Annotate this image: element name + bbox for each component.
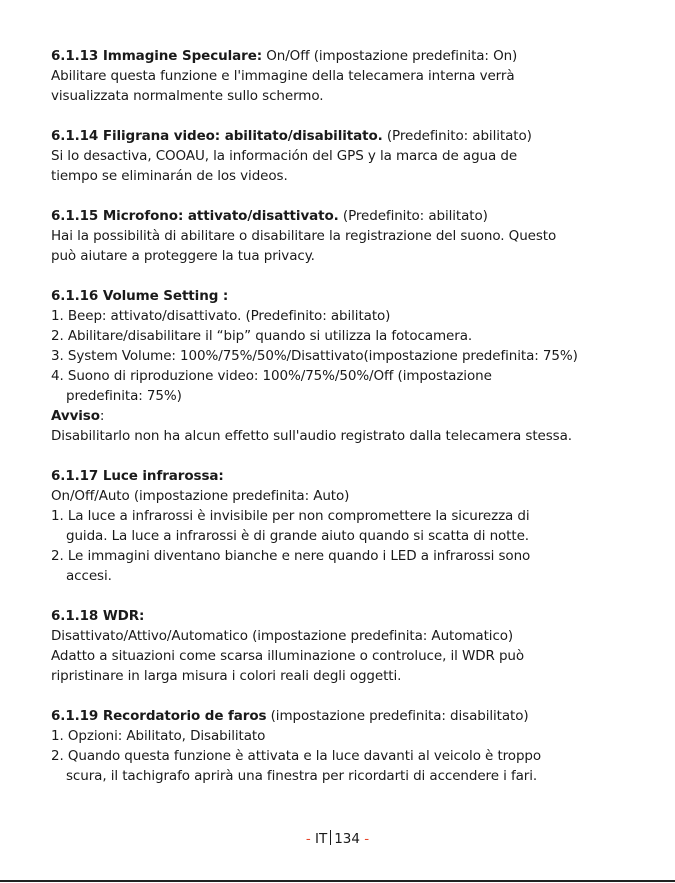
- section-heading-line: [51, 206, 641, 226]
- list-item: 2. Abilitare/disabilitare il “bip” quando si utilizza la fotocamera.: [51, 328, 473, 344]
- body-line: Abilitare questa funzione e l'immagine della telecamera interna verrà: [51, 68, 515, 84]
- footer-page-number: 134: [334, 831, 360, 847]
- section-title: 6.1.19 Recordatorio de faros: [51, 708, 267, 724]
- list-item-continuation: predefinita: 75%): [66, 388, 182, 404]
- body-line: On/Off/Auto (impostazione predefinita: Auto): [51, 488, 350, 504]
- list-item: 2. Quando questa funzione è attivata e la luce davanti al veicolo è troppo: [51, 748, 542, 764]
- body-line: tiempo se eliminarán de los videos.: [51, 168, 288, 184]
- section-title-detail: (Predefinito: abilitato): [338, 208, 488, 224]
- body-line: Hai la possibilità di abilitare o disabilitare la registrazione del suono. Questo: [51, 228, 557, 244]
- body-line: ripristinare in larga misura i colori reali degli oggetti.: [51, 668, 402, 684]
- footer-separator: [330, 830, 331, 845]
- section-title: 6.1.14 Filigrana video: abilitato/disabilitato.: [51, 128, 383, 144]
- list-item: 1. Beep: attivato/disattivato. (Predefinito: abilitato): [51, 308, 391, 324]
- section-title: 6.1.17 Luce infrarossa:: [51, 468, 224, 484]
- section-heading-line: [51, 126, 641, 146]
- list-item: 3. System Volume: 100%/75%/50%/Disattivato(impostazione predefinita: 75%): [51, 348, 578, 364]
- note-colon: :: [99, 408, 105, 424]
- section-volume-setting: [51, 286, 641, 446]
- page-footer: [0, 830, 675, 847]
- list-item: 4. Suono di riproduzione video: 100%/75%/50%/Off (impostazione: [51, 368, 492, 384]
- section-title: 6.1.16 Volume Setting :: [51, 288, 229, 304]
- section-headlight-reminder: [51, 706, 641, 786]
- section-title-detail: On/Off (impostazione predefinita: On): [262, 48, 518, 64]
- section-heading-line: [51, 706, 641, 726]
- section-title: 6.1.15 Microfono: attivato/disattivato.: [51, 208, 339, 224]
- list-item-continuation: guida. La luce a infrarossi è di grande aiuto quando si scatta di notte.: [66, 528, 529, 544]
- section-video-watermark: [51, 126, 641, 186]
- body-line: Disattivato/Attivo/Automatico (impostazione predefinita: Automatico): [51, 628, 514, 644]
- body-line: Adatto a situazioni come scarsa illuminazione o controluce, il WDR può: [51, 648, 525, 664]
- section-mirror-image: [51, 46, 641, 106]
- footer-dash-left: -: [305, 831, 315, 847]
- footer-language: IT: [314, 831, 328, 847]
- list-item: 2. Le immagini diventano bianche e nere quando i LED a infrarossi sono: [51, 548, 531, 564]
- body-line: Si lo desactiva, COOAU, la información del GPS y la marca de agua de: [51, 148, 518, 164]
- section-wdr: [51, 606, 641, 686]
- body-line: visualizzata normalmente sullo schermo.: [51, 88, 324, 104]
- note-label-line: [51, 406, 641, 426]
- list-item-continuation: scura, il tachigrafo aprirà una finestra per ricordarti di accendere i fari.: [66, 768, 538, 784]
- list-item: 1. La luce a infrarossi è invisibile per non compromettere la sicurezza di: [51, 508, 530, 524]
- body-line: può aiutare a proteggere la tua privacy.: [51, 248, 315, 264]
- section-title-detail: (Predefinito: abilitato): [382, 128, 532, 144]
- section-title: 6.1.18 WDR:: [51, 608, 145, 624]
- section-title-detail: (impostazione predefinita: disabilitato): [266, 708, 529, 724]
- note-label: Avviso: [51, 408, 100, 424]
- section-heading-line: [51, 46, 641, 66]
- section-infrared-light: [51, 466, 641, 586]
- section-microphone: [51, 206, 641, 266]
- bottom-rule: [0, 880, 675, 882]
- list-item: 1. Opzioni: Abilitato, Disabilitato: [51, 728, 266, 744]
- manual-content: [51, 46, 641, 806]
- note-text: Disabilitarlo non ha alcun effetto sull'audio registrato dalla telecamera stessa.: [51, 428, 572, 444]
- footer-dash-right: -: [360, 831, 370, 847]
- list-item-continuation: accesi.: [66, 568, 112, 584]
- section-title: 6.1.13 Immagine Speculare:: [51, 48, 263, 64]
